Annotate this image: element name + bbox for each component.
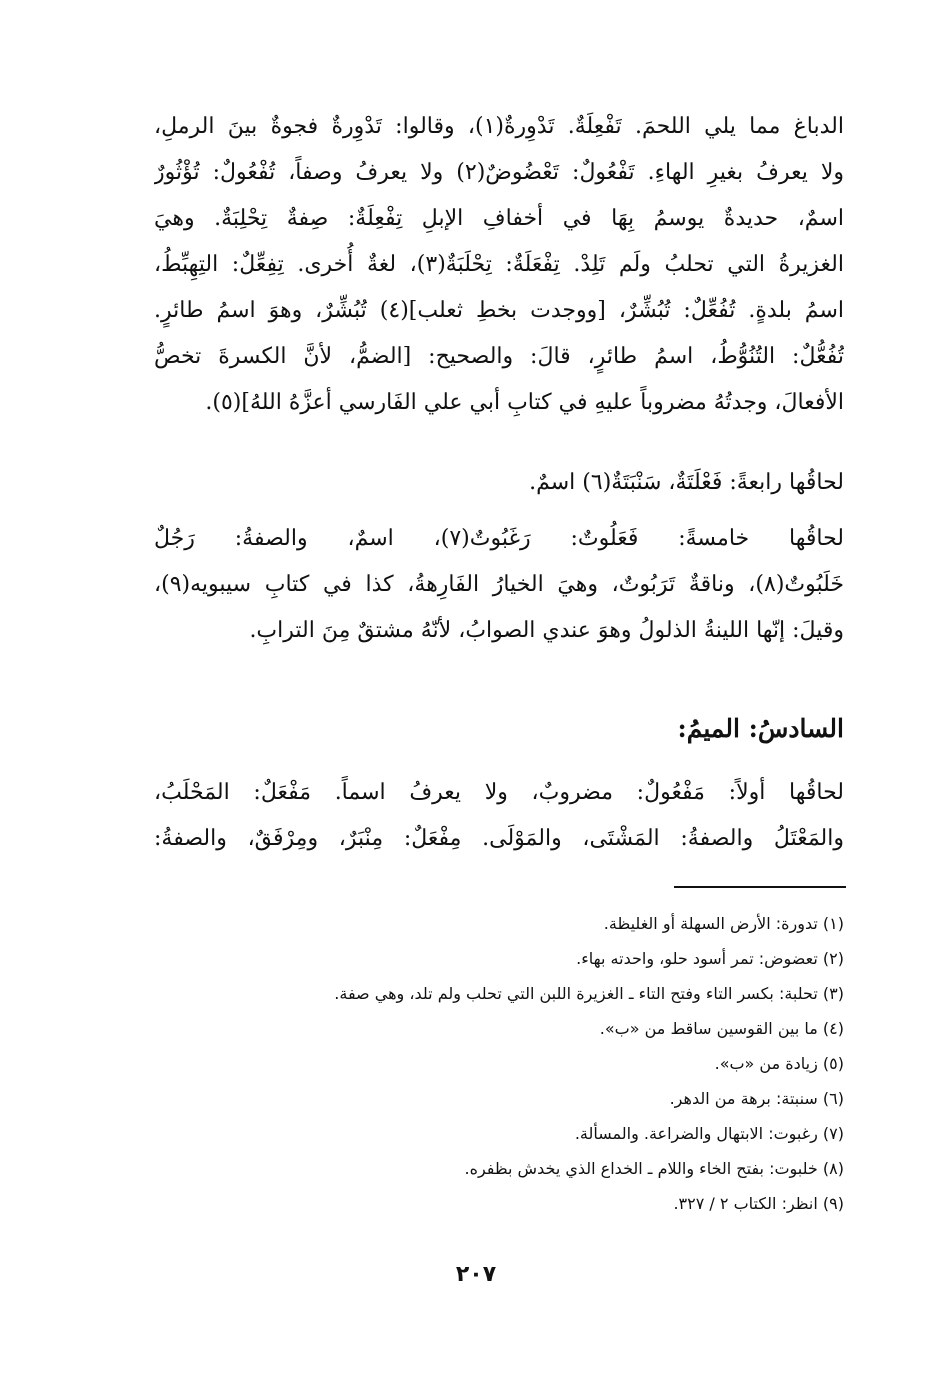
- text-line: خَلَبُوتٌ(٨)، وناقةٌ تَرَبُوتٌ، وهيَ الخيارُ الفَارِهةُ، كذا في كتابِ سيبويه(٩)،: [154, 572, 844, 597]
- text-line: ولا يعرفُ بغيرِ الهاءِ. تَفْعُولٌ: تَعْضُوضٌ(٢) ولا يعرفُ وصفاً، تُفْعُولٌ: تُؤْثُورٌ: [154, 160, 844, 185]
- footnote: (٦) سنبتة: برهة من الدهر.: [669, 1089, 844, 1108]
- text-line: وقيلَ: إنّها اللينةُ الذلولُ وهوَ عندي الصوابُ، لأنّهُ مشتقٌ مِنَ الترابِ.: [249, 618, 844, 643]
- paragraph-4: [154, 770, 844, 862]
- footnote: (٢) تعضوض: تمر أسود حلو، واحدته بهاء.: [576, 949, 844, 968]
- paragraph-2: [154, 460, 844, 506]
- footnote-divider: [674, 886, 846, 888]
- footnote: (٤) ما بين القوسين ساقط من «ب».: [599, 1019, 844, 1038]
- text-line: الغزيرةُ التي تحلبُ ولَم تَلِدْ. تِفْعَلَةٌ: تِحْلَبَةٌ(٣)، لغةٌ أُخرى. تِفِعِّلٌ: التِهِبِّطُ،: [154, 252, 844, 277]
- paragraph-3: [154, 516, 844, 654]
- text-line: الأفعالَ، وجدتُهُ مضروباً عليهِ في كتابِ أبي علي الفَارسي أعزَّهُ اللهُ](٥).: [205, 390, 844, 415]
- footnote: (٩) انظر: الكتاب ٢ / ٣٢٧.: [673, 1194, 844, 1213]
- text-line: اسمٌ، حديدةٌ يوسمُ بِهَا في أخفافِ الإبلِ تِفْعِلَةٌ: صِفةٌ تِحْلِبَةٌ. وهيَ: [154, 206, 844, 231]
- footnote: (١) تدورة: الأرض السهلة أو الغليظة.: [603, 914, 844, 933]
- footnote: (٥) زيادة من «ب».: [714, 1054, 844, 1073]
- text-line: اسمُ بلدةٍ. تُفُعِّلٌ: تُبُشِّرٌ، [ووجدت بخطِ ثعلب](٤) تُبُشِّرٌ، وهوَ اسمُ طائرٍ.: [154, 298, 844, 323]
- section-heading: السادسُ: الميمُ:: [677, 714, 844, 743]
- text-line: لحاقُها رابعةً: فَعْلَتَةٌ، سَنْبَتَةٌ(٦) اسمٌ.: [529, 470, 844, 495]
- footnote: (٨) خلبوت: بفتح الخاء واللام ـ الخداع الذي يخدش بظفره.: [464, 1159, 844, 1178]
- text-line: لحاقُها أولاً: مَفْعُولٌ: مضروبٌ، ولا يعرفُ اسماً. مَفْعَلٌ: المَحْلَبُ،: [154, 780, 844, 805]
- paragraph-1: [154, 104, 844, 426]
- footnote: (٣) تحلبة: بكسر التاء وفتح التاء ـ الغزيرة اللبن التي تحلب ولم تلد، وهي صفة.: [334, 984, 844, 1003]
- text-line: تُفُعُّلٌ: التُنُوُّطُ، اسمُ طائرٍ، قالَ: والصحيح: [الضمُّ، لأنَّ الكسرةَ تخصُّ: [154, 344, 844, 369]
- footnotes: [154, 906, 844, 1221]
- text-line: والمَعْتَلُ والصفةُ: المَشْتَى، والمَوْلَى. مِفْعَلٌ: مِنْبَرٌ، ومِرْفَقٌ، والصفةُ:: [154, 826, 844, 851]
- text-line: لحاقُها خامسةً: فَعَلُوتٌ: رَغَبُوتٌ(٧)، اسمٌ، والصفةُ: رَجُلٌ: [154, 526, 844, 551]
- text-line: الدباغ مما يلي اللحمَ. تَفْعِلَةٌ. تَدْوِرةٌ(١)، وقالوا: تَدْوِرةٌ فجوةٌ بينَ الرملِ،: [154, 114, 844, 139]
- page-number: ٢٠٧: [455, 1262, 497, 1287]
- footnote: (٧) رغبوت: الابتهال والضراعة. والمسألة.: [574, 1124, 844, 1143]
